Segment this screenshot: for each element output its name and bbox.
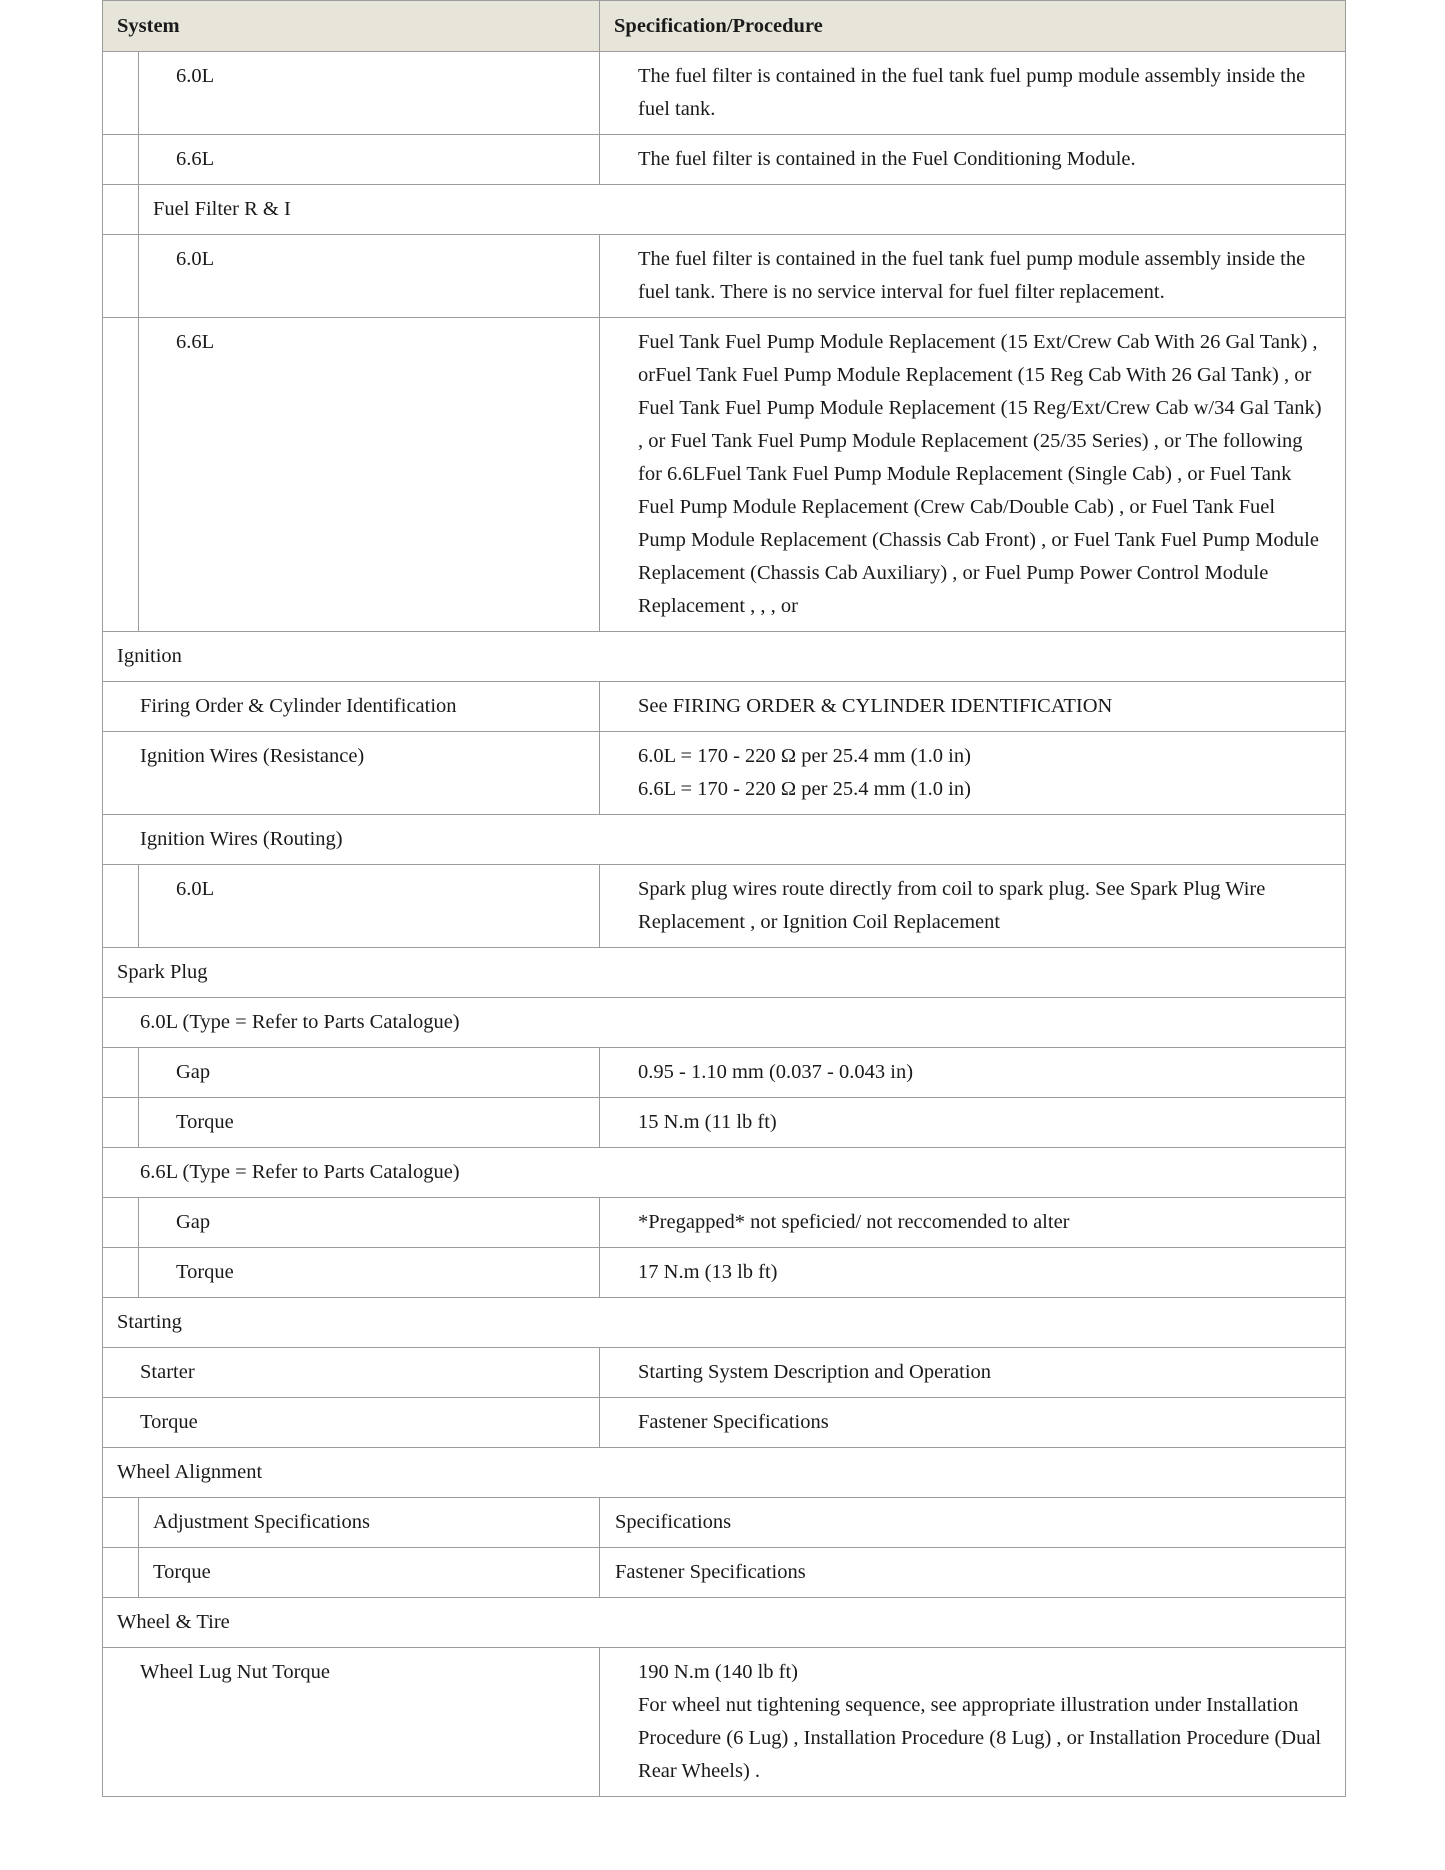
table-row [103, 1648, 1346, 1797]
section-heading: Ignition [103, 632, 1346, 682]
table-row [103, 185, 1346, 235]
indent-cell [103, 52, 139, 135]
section-subheading: Ignition Wires (Routing) [103, 815, 1346, 865]
row-label: Torque [139, 1098, 600, 1148]
table-row [103, 1598, 1346, 1648]
table-row [103, 318, 1346, 632]
table-row [103, 1148, 1346, 1198]
row-spec: *Pregapped* not speficied/ not reccomended to alter [600, 1198, 1346, 1248]
section-subheading: 6.6L (Type = Refer to Parts Catalogue) [103, 1148, 1346, 1198]
row-label: Starter [103, 1348, 600, 1398]
spec-line: 6.0L = 170 - 220 Ω per 25.4 mm (1.0 in) [638, 745, 971, 767]
table-row [103, 948, 1346, 998]
table-row [103, 632, 1346, 682]
table-row [103, 1098, 1346, 1148]
section-subheading: 6.0L (Type = Refer to Parts Catalogue) [103, 998, 1346, 1048]
row-spec: Fastener Specifications [600, 1548, 1346, 1598]
table-row [103, 865, 1346, 948]
table-row [103, 1398, 1346, 1448]
row-label: Torque [139, 1548, 600, 1598]
row-spec: See FIRING ORDER & CYLINDER IDENTIFICATION [600, 682, 1346, 732]
row-spec: 17 N.m (13 lb ft) [600, 1248, 1346, 1298]
row-label: 6.0L [139, 865, 600, 948]
row-spec: The fuel filter is contained in the Fuel Conditioning Module. [600, 135, 1346, 185]
table-row [103, 135, 1346, 185]
row-label: Adjustment Specifications [139, 1498, 600, 1548]
table-row [103, 1448, 1346, 1498]
spec-line: 6.6L = 170 - 220 Ω per 25.4 mm (1.0 in) [638, 778, 971, 800]
section-heading: Wheel & Tire [103, 1598, 1346, 1648]
row-label: 6.0L [139, 52, 600, 135]
row-spec: Fastener Specifications [600, 1398, 1346, 1448]
row-label: 6.0L [139, 235, 600, 318]
table-row [103, 1298, 1346, 1348]
row-label: Torque [103, 1398, 600, 1448]
row-spec: Starting System Description and Operation [600, 1348, 1346, 1398]
indent-cell [103, 1498, 139, 1548]
row-label: Gap [139, 1198, 600, 1248]
row-label: Torque [139, 1248, 600, 1298]
table-row [103, 732, 1346, 815]
row-label: 6.6L [139, 318, 600, 632]
table-row [103, 1548, 1346, 1598]
column-header-spec: Specification/Procedure [600, 1, 1346, 52]
row-spec: 0.95 - 1.10 mm (0.037 - 0.043 in) [600, 1048, 1346, 1098]
section-subheading: Fuel Filter R & I [139, 185, 1346, 235]
row-spec [600, 1648, 1346, 1797]
row-label: Wheel Lug Nut Torque [103, 1648, 600, 1797]
row-label: Ignition Wires (Resistance) [103, 732, 600, 815]
indent-cell [103, 1548, 139, 1598]
row-label: Firing Order & Cylinder Identification [103, 682, 600, 732]
indent-cell [103, 1248, 139, 1298]
table-row [103, 235, 1346, 318]
column-header-system: System [103, 1, 600, 52]
section-heading: Spark Plug [103, 948, 1346, 998]
indent-cell [103, 1198, 139, 1248]
section-heading: Starting [103, 1298, 1346, 1348]
indent-cell [103, 1048, 139, 1098]
row-label: Gap [139, 1048, 600, 1098]
indent-cell [103, 1098, 139, 1148]
indent-cell [103, 185, 139, 235]
section-heading: Wheel Alignment [103, 1448, 1346, 1498]
indent-cell [103, 318, 139, 632]
indent-cell [103, 235, 139, 318]
table-header-row [103, 1, 1346, 52]
row-spec: 15 N.m (11 lb ft) [600, 1098, 1346, 1148]
table-row [103, 998, 1346, 1048]
spec-line: 190 N.m (140 lb ft) [638, 1661, 799, 1683]
row-spec: The fuel filter is contained in the fuel tank fuel pump module assembly inside the fuel tank. There is no service interval for fuel filter replacement. [600, 235, 1346, 318]
row-spec: Specifications [600, 1498, 1346, 1548]
table-row [103, 682, 1346, 732]
row-spec: Spark plug wires route directly from coil to spark plug. See Spark Plug Wire Replacement , or Ignition Coil Replacement [600, 865, 1346, 948]
table-row [103, 1198, 1346, 1248]
specifications-table [102, 0, 1346, 1797]
indent-cell [103, 135, 139, 185]
table-row [103, 1048, 1346, 1098]
table-row [103, 1248, 1346, 1298]
row-spec: Fuel Tank Fuel Pump Module Replacement (15 Ext/Crew Cab With 26 Gal Tank) , orFuel Tank Fuel Pump Module Replacement (15 Reg Cab With 26 Gal Tank) , or Fuel Tank Fuel Pump Module Replacement (15 Reg/Ext/Crew Cab w/34 Gal Tank) , or Fuel Tank Fuel Pump Module Replacement (25/35 Series) , or The following for 6.6LFuel Tank Fuel Pump Module Replacement (Single Cab) , or Fuel Tank Fuel Pump Module Replacement (Crew Cab/Double Cab) , or Fuel Tank Fuel Pump Module Replacement (Chassis Cab Front) , or Fuel Tank Fuel Pump Module Replacement (Chassis Cab Auxiliary) , or Fuel Pump Power Control Module Replacement , , , or [600, 318, 1346, 632]
row-spec [600, 732, 1346, 815]
spec-line: For wheel nut tightening sequence, see appropriate illustration under Installation Procedure (6 Lug) , Installation Procedure (8 Lug) , or Installation Procedure (Dual Rear Wheels) . [638, 1694, 1322, 1782]
table-row [103, 815, 1346, 865]
indent-cell [103, 865, 139, 948]
table-row [103, 1348, 1346, 1398]
table-row [103, 52, 1346, 135]
row-spec: The fuel filter is contained in the fuel tank fuel pump module assembly inside the fuel tank. [600, 52, 1346, 135]
row-label: 6.6L [139, 135, 600, 185]
table-row [103, 1498, 1346, 1548]
